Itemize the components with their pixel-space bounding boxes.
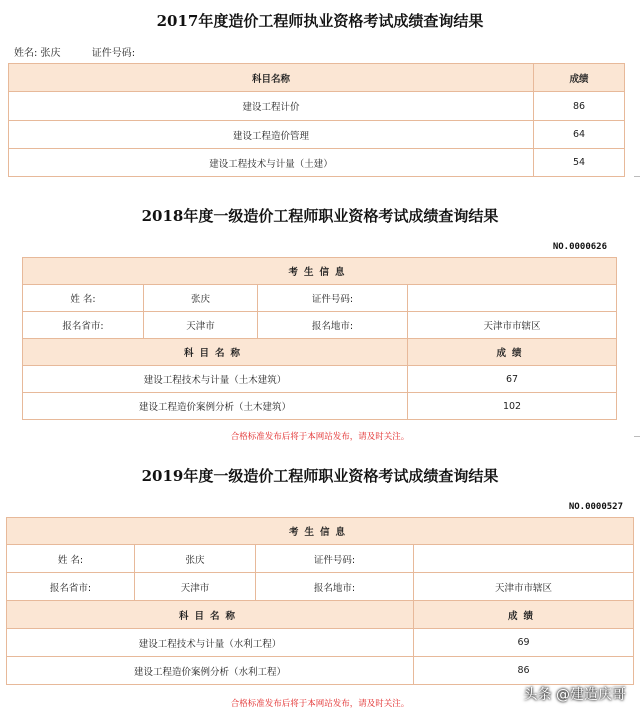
- place-label: 报名地市:: [256, 573, 414, 601]
- title-2019: 2019年度一级造价工程师职业资格考试成绩查询结果: [141, 467, 499, 485]
- id-label: 证件号码:: [258, 285, 408, 312]
- name-label: 姓 名:: [23, 285, 144, 312]
- info-header: 考生信息: [7, 518, 634, 545]
- subject-cell: 建设工程造价案例分析（水利工程）: [7, 657, 414, 685]
- subject-cell: 建设工程技术与计量（土建）: [9, 149, 534, 177]
- info-header: 考生信息: [23, 258, 617, 285]
- table-row: [9, 149, 625, 177]
- table-row: [7, 657, 634, 685]
- table-row: [9, 121, 625, 149]
- subject-cell: 建设工程计价: [9, 92, 534, 121]
- place-value: 天津市市辖区: [408, 312, 617, 339]
- score-cell: 86: [414, 657, 634, 685]
- id-label: 证件号码:: [256, 545, 414, 573]
- name-value: 张庆: [144, 285, 258, 312]
- province-label: 报名省市:: [23, 312, 144, 339]
- name-field: 姓名: 张庆: [14, 48, 61, 59]
- province-value: 天津市: [144, 312, 258, 339]
- col-score-header: 成绩: [414, 601, 634, 629]
- scroll-marker: [634, 176, 640, 177]
- result-table-2018: [22, 257, 617, 420]
- table-row: [9, 92, 625, 121]
- score-cell: 102: [408, 393, 617, 420]
- id-field: 证件号码:: [91, 48, 136, 59]
- result-table-2019: [6, 517, 634, 685]
- col-subject-header: 科目名称: [23, 339, 408, 366]
- id-value: [414, 545, 634, 573]
- watermark: 头条 @建造庆哥: [523, 687, 626, 703]
- cert-number-2018: NO.0000626: [552, 242, 607, 252]
- name-label: 姓 名:: [7, 545, 135, 573]
- table-row: [23, 366, 617, 393]
- notice-2018: 合格标准发布后将于本网站发布，请及时关注。: [230, 432, 410, 442]
- col-score-header: 成绩: [534, 64, 625, 92]
- province-value: 天津市: [135, 573, 256, 601]
- place-value: 天津市市辖区: [414, 573, 634, 601]
- col-subject-header: 科目名称: [9, 64, 534, 92]
- score-cell: 69: [414, 629, 634, 657]
- table-row: [23, 393, 617, 420]
- score-cell: 54: [534, 149, 625, 177]
- candidate-meta-2017: [14, 44, 163, 59]
- table-row: [7, 629, 634, 657]
- scores-table-2017: [8, 63, 625, 177]
- score-cell: 67: [408, 366, 617, 393]
- score-cell: 64: [534, 121, 625, 149]
- notice-2019: 合格标准发布后将于本网站发布，请及时关注。: [230, 699, 410, 709]
- place-label: 报名地市:: [258, 312, 408, 339]
- subject-cell: 建设工程造价案例分析（土木建筑）: [23, 393, 408, 420]
- scroll-marker: [634, 436, 640, 437]
- province-label: 报名省市:: [7, 573, 135, 601]
- cert-number-2019: NO.0000527: [568, 502, 623, 512]
- title-2017: 2017年度造价工程师执业资格考试成绩查询结果: [156, 12, 484, 30]
- name-value: 张庆: [135, 545, 256, 573]
- col-score-header: 成绩: [408, 339, 617, 366]
- id-value: [408, 285, 617, 312]
- subject-cell: 建设工程技术与计量（水利工程）: [7, 629, 414, 657]
- col-subject-header: 科目名称: [7, 601, 414, 629]
- score-cell: 86: [534, 92, 625, 121]
- title-2018: 2018年度一级造价工程师职业资格考试成绩查询结果: [141, 207, 499, 225]
- subject-cell: 建设工程造价管理: [9, 121, 534, 149]
- subject-cell: 建设工程技术与计量（土木建筑）: [23, 366, 408, 393]
